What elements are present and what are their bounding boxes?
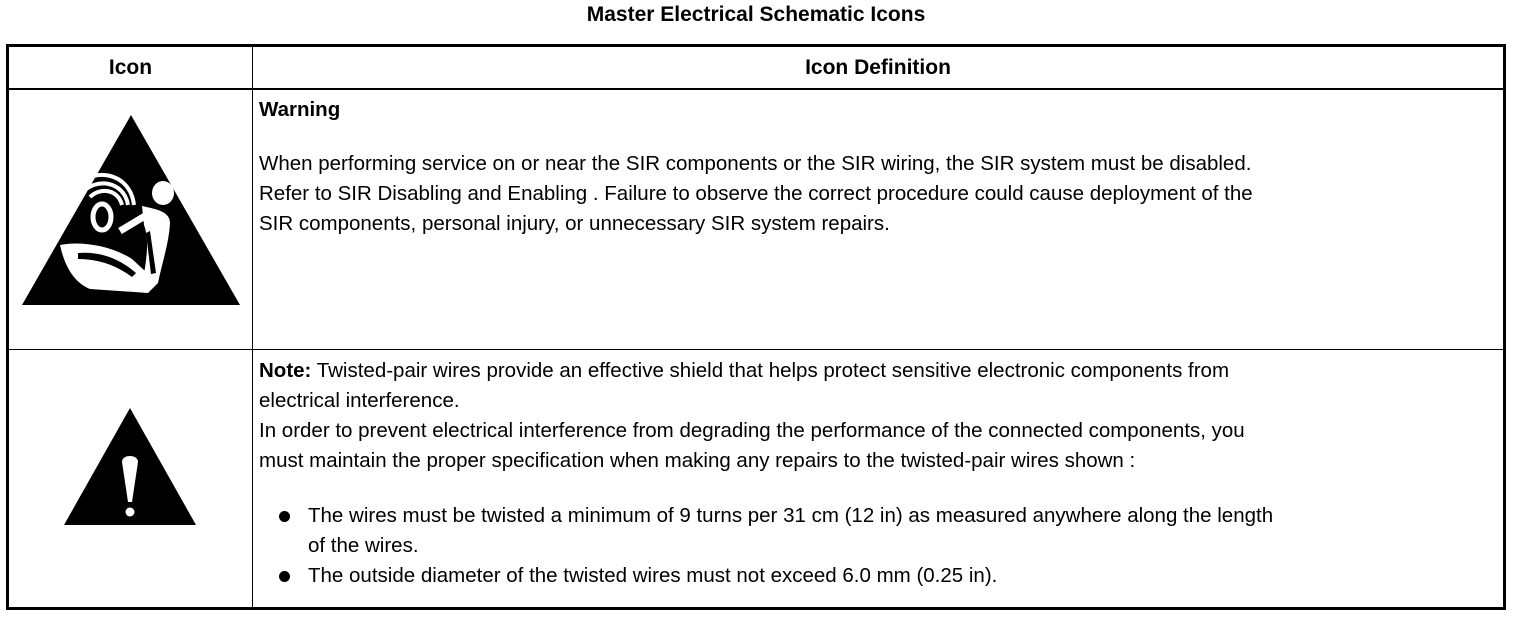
note-label: Note:: [259, 359, 312, 382]
warning-heading: Warning: [259, 98, 341, 121]
page-title: Master Electrical Schematic Icons: [586, 3, 926, 26]
note-text-line: [259, 356, 1495, 386]
note-text-line: must maintain the proper specification when making any repairs to the twisted-pair wires shown :: [259, 449, 1136, 472]
warning-text-line: SIR components, personal injury, or unnecessary SIR system repairs.: [259, 212, 890, 235]
row-divider: [9, 349, 1503, 350]
note-text-line: In order to prevent electrical interference from degrading the performance of the connected components, you: [259, 419, 1245, 442]
note-text-line: electrical interference.: [259, 389, 460, 412]
warning-definition: [259, 95, 1495, 239]
warning-text-line: Refer to SIR Disabling and Enabling . Failure to observe the correct procedure could cause deployment of the: [259, 182, 1253, 205]
header-icon: Icon: [108, 56, 153, 79]
bullet-item: The wires must be twisted a minimum of 9 turns per 31 cm (12 in) as measured anywhere along the length of the wires.: [259, 501, 1495, 561]
icon-table: [6, 44, 1506, 610]
note-definition: [259, 356, 1495, 591]
bullet-item: The outside diameter of the twisted wires must not exceed 6.0 mm (0.25 in).: [259, 561, 1495, 591]
caution-exclamation-icon: [62, 406, 198, 527]
header-divider: [9, 88, 1503, 90]
sir-airbag-warning-icon: [20, 113, 242, 307]
note-bullet-list: [259, 501, 1495, 591]
bullet-icon: [279, 511, 290, 522]
note-text: Twisted-pair wires provide an effective shield that helps protect sensitive electronic components from: [311, 359, 1230, 382]
column-divider: [252, 47, 253, 607]
bullet-icon: [279, 571, 290, 582]
warning-text-line: When performing service on or near the SIR components or the SIR wiring, the SIR system must be disabled.: [259, 152, 1252, 175]
header-icon-definition: Icon Definition: [805, 56, 951, 79]
